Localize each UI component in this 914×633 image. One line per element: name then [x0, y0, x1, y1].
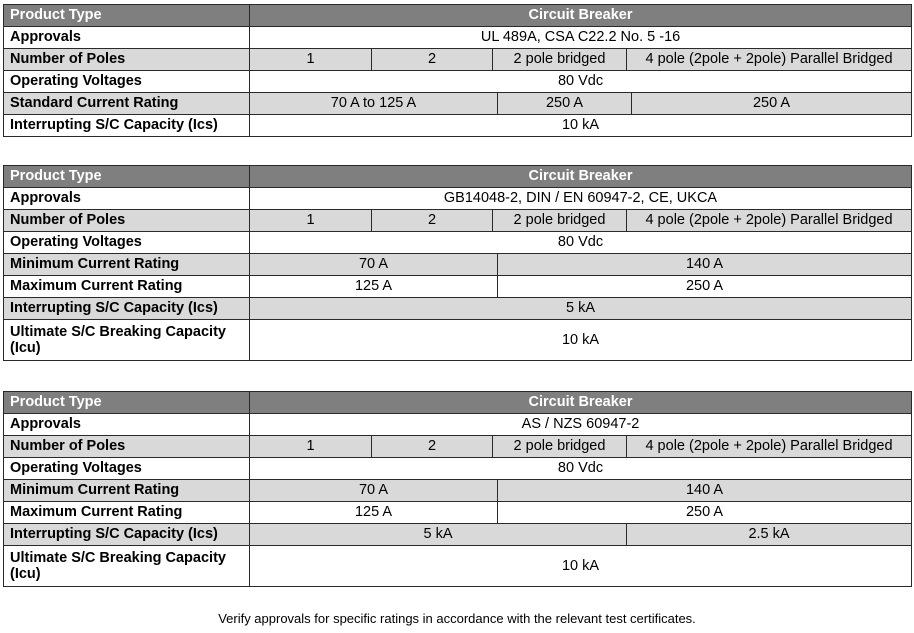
table-row — [4, 188, 912, 210]
poles-cell: 2 — [372, 49, 493, 71]
product-type-value: Circuit Breaker — [250, 166, 912, 188]
row-label: Approvals — [4, 188, 250, 210]
voltage-value: 80 Vdc — [250, 71, 912, 93]
poles-cell: 1 — [250, 436, 372, 458]
row-label: Approvals — [4, 414, 250, 436]
table-row — [4, 524, 912, 546]
table-row — [4, 436, 912, 458]
row-label: Number of Poles — [4, 210, 250, 232]
table-row — [4, 27, 912, 49]
poles-cell: 2 — [372, 210, 493, 232]
table-row — [4, 49, 912, 71]
row-label: Minimum Current Rating — [4, 254, 250, 276]
row-label: Product Type — [4, 166, 250, 188]
row-label: Number of Poles — [4, 49, 250, 71]
ics-cell: 5 kA — [250, 524, 627, 546]
row-label: Minimum Current Rating — [4, 480, 250, 502]
max-current-cell: 250 A — [498, 502, 912, 524]
row-label: Product Type — [4, 392, 250, 414]
max-current-cell: 250 A — [498, 276, 912, 298]
approvals-value: UL 489A, CSA C22.2 No. 5 -16 — [250, 27, 912, 49]
approvals-value: GB14048-2, DIN / EN 60947-2, CE, UKCA — [250, 188, 912, 210]
table-row — [4, 502, 912, 524]
voltage-value: 80 Vdc — [250, 458, 912, 480]
row-label: Maximum Current Rating — [4, 502, 250, 524]
row-label: Ultimate S/C Breaking Capacity (Icu) — [4, 546, 250, 587]
row-label: Operating Voltages — [4, 458, 250, 480]
table-row — [4, 5, 912, 27]
ics-value: 10 kA — [250, 115, 912, 137]
poles-cell: 2 pole bridged — [493, 49, 627, 71]
product-type-value: Circuit Breaker — [250, 5, 912, 27]
row-label: Operating Voltages — [4, 71, 250, 93]
spec-table-as-nzs — [3, 391, 912, 587]
poles-cell: 2 pole bridged — [493, 210, 627, 232]
row-label: Ultimate S/C Breaking Capacity (Icu) — [4, 320, 250, 361]
table-row — [4, 298, 912, 320]
approvals-value: AS / NZS 60947-2 — [250, 414, 912, 436]
row-label: Interrupting S/C Capacity (Ics) — [4, 115, 250, 137]
poles-cell: 1 — [250, 210, 372, 232]
current-cell: 70 A to 125 A — [250, 93, 498, 115]
spec-table-gb-din — [3, 165, 912, 361]
table-row — [4, 115, 912, 137]
max-current-cell: 125 A — [250, 502, 498, 524]
icu-value: 10 kA — [250, 320, 912, 361]
poles-cell: 2 pole bridged — [493, 436, 627, 458]
row-label: Product Type — [4, 5, 250, 27]
product-type-value: Circuit Breaker — [250, 392, 912, 414]
poles-cell: 1 — [250, 49, 372, 71]
max-current-cell: 125 A — [250, 276, 498, 298]
table-row — [4, 71, 912, 93]
current-cell: 250 A — [632, 93, 912, 115]
poles-cell: 4 pole (2pole + 2pole) Parallel Bridged — [627, 436, 912, 458]
min-current-cell: 140 A — [498, 480, 912, 502]
spec-table-ul — [3, 4, 912, 137]
row-label: Interrupting S/C Capacity (Ics) — [4, 524, 250, 546]
table-row — [4, 232, 912, 254]
min-current-cell: 70 A — [250, 254, 498, 276]
table-row — [4, 414, 912, 436]
poles-cell: 4 pole (2pole + 2pole) Parallel Bridged — [627, 210, 912, 232]
row-label: Approvals — [4, 27, 250, 49]
min-current-cell: 140 A — [498, 254, 912, 276]
min-current-cell: 70 A — [250, 480, 498, 502]
table-row — [4, 480, 912, 502]
table-row — [4, 93, 912, 115]
voltage-value: 80 Vdc — [250, 232, 912, 254]
poles-cell: 4 pole (2pole + 2pole) Parallel Bridged — [627, 49, 912, 71]
row-label: Standard Current Rating — [4, 93, 250, 115]
table-row — [4, 392, 912, 414]
table-row — [4, 210, 912, 232]
icu-value: 10 kA — [250, 546, 912, 587]
table-row — [4, 254, 912, 276]
current-cell: 250 A — [498, 93, 632, 115]
row-label: Interrupting S/C Capacity (Ics) — [4, 298, 250, 320]
row-label: Maximum Current Rating — [4, 276, 250, 298]
table-row — [4, 320, 912, 361]
ics-value: 5 kA — [250, 298, 912, 320]
table-row — [4, 166, 912, 188]
row-label: Operating Voltages — [4, 232, 250, 254]
poles-cell: 2 — [372, 436, 493, 458]
footnote: Verify approvals for specific ratings in accordance with the relevant test certificates. — [218, 611, 696, 626]
row-label: Number of Poles — [4, 436, 250, 458]
table-row — [4, 546, 912, 587]
table-row — [4, 458, 912, 480]
table-row — [4, 276, 912, 298]
ics-cell: 2.5 kA — [627, 524, 912, 546]
